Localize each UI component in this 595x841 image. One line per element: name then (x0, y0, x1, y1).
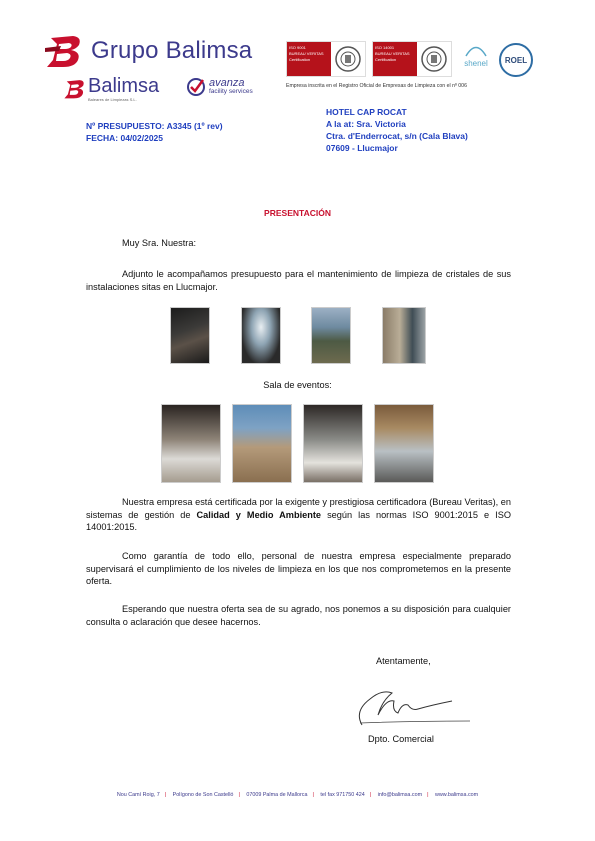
budget-info (86, 120, 223, 144)
photo-row-events-hall (161, 404, 436, 484)
cert-text-1: Nuestra empresa está certificada por la exigente y prestigiosa certificadora (Bureau Veritas), en sistemas de gestión de (86, 497, 511, 520)
roel-logo (499, 43, 533, 77)
recipient-address (326, 106, 468, 154)
footer-email[interactable]: info@balimsa.com (377, 792, 423, 798)
photos-caption: Sala de eventos: (263, 380, 332, 390)
signature-image (352, 681, 472, 729)
footer-contact: Nou Camí Roig, 7 | Polígono de Son Castelló | 07009 Palma de Mallorca | tel fax 971750 424 | info@balimsa.com | www.balimsa.com (116, 792, 479, 798)
budget-date: FECHA: 04/02/2025 (86, 133, 164, 143)
avanza-check-icon (186, 77, 206, 97)
closing-paragraph: Esperando que nuestra oferta sea de su agrado, nos ponemos a su disposición para cualquier consulta o aclaración que desee hacernos. (86, 604, 511, 627)
partner-name: avanza (209, 77, 245, 90)
partner-sub: facility services (209, 88, 253, 96)
closing-salutation: Atentamente, (376, 656, 431, 666)
registry-notice: Empresa inscrita en el Registro Oficial de Empresas de Limpieza con el nº 006 (286, 83, 467, 89)
cert-state: Certification (289, 57, 311, 62)
footer-city: 07009 Palma de Mallorca (246, 792, 308, 798)
roel-label: ROEL (504, 55, 528, 65)
shenel-arc-icon (464, 43, 488, 57)
cert-code: ISO 14001 (375, 45, 395, 50)
cert-badge-iso9001 (286, 41, 366, 77)
footer-phone: tel fax 971750 424 (320, 792, 365, 798)
shenel-logo (459, 43, 493, 68)
greeting (86, 237, 511, 250)
greeting-text: Muy Sra. Nuestra: (122, 238, 197, 248)
events-photo-4 (374, 404, 434, 483)
intro-paragraph: Adjunto le acompañamos presupuesto para el mantenimiento de limpieza de cristales de sus instalaciones sitas en Llucmajor. (86, 269, 511, 292)
facility-photo-3 (311, 307, 351, 364)
photo-row-facilities (170, 307, 430, 365)
events-photo-3 (303, 404, 363, 483)
group-name: Grupo Balimsa (91, 37, 253, 64)
recipient-city: 07609 - Llucmajor (326, 143, 398, 153)
events-photo-2 (232, 404, 292, 483)
certification-paragraph (86, 496, 511, 534)
recipient-street: Ctra. d'Enderrocat, s/n (Cala Blava) (326, 131, 468, 141)
balimsa-b-icon (45, 34, 85, 68)
budget-number: Nº PRESUPUESTO: A3345 (1º rev) (86, 121, 223, 131)
footer-estate: Polígono de Son Castelló (172, 792, 234, 798)
shenel-label: shenel (464, 59, 488, 68)
cert-state: Certification (375, 57, 397, 62)
recipient-attention: A la at: Sra. Victoria (326, 119, 406, 129)
balimsa-logo (62, 76, 159, 102)
facility-photo-1 (170, 307, 210, 364)
bureau-veritas-seal-icon (420, 45, 448, 73)
cert-badge-iso14001 (372, 41, 452, 77)
section-title: PRESENTACIÓN (264, 208, 331, 218)
cert-body: BUREAU VERITAS (289, 51, 324, 56)
cert-code: ISO 9001 (289, 45, 306, 50)
signature-department: Dpto. Comercial (368, 734, 434, 744)
avanza-logo (186, 77, 253, 97)
facility-photo-2 (241, 307, 281, 364)
company-tagline: Baleares de Limpiezas S.L. (88, 97, 137, 102)
company-name: Balimsa (88, 75, 160, 97)
balimsa-small-b-icon (62, 79, 88, 99)
events-photo-1 (161, 404, 221, 483)
guarantee-paragraph: Como garantía de todo ello, personal de nuestra empresa especialmente preparado supervisará el cumplimiento de los niveles de limpieza en los que nos comprometemos en la presente oferta. (86, 551, 511, 586)
recipient-hotel: HOTEL CAP ROCAT (326, 107, 407, 117)
bureau-veritas-seal-icon (334, 45, 362, 73)
facility-photo-4 (382, 307, 426, 364)
grupo-balimsa-logo (45, 34, 252, 68)
cert-text-2: según las normas ISO 9001:2015 e ISO 14001:2015. (86, 509, 511, 532)
footer-website[interactable]: www.balimsa.com (435, 792, 479, 798)
footer-address: Nou Camí Roig, 7 (116, 792, 160, 798)
cert-body: BUREAU VERITAS (375, 51, 410, 56)
cert-text-bold: Calidad y Medio Ambiente (196, 509, 322, 520)
